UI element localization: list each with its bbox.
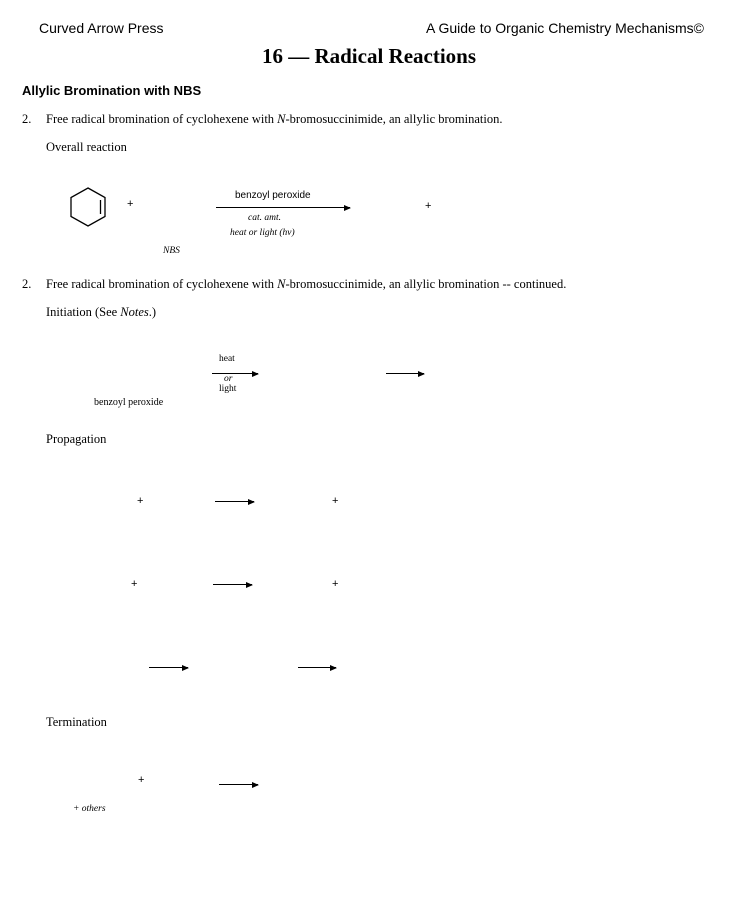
propagation-plus: + bbox=[131, 578, 138, 590]
problem-text-n: N bbox=[277, 277, 286, 291]
propagation-plus: + bbox=[332, 495, 339, 507]
problem-text-start: Free radical bromination of cyclohexene with bbox=[46, 277, 278, 291]
problem-text-end: -bromosuccinimide, an allylic bromination. bbox=[285, 112, 503, 126]
reagent-catalytic-amount: cat. amt. bbox=[248, 213, 281, 223]
cyclohexene-structure bbox=[68, 186, 108, 228]
propagation-plus: + bbox=[137, 495, 144, 507]
problem-text-start: Free radical bromination of cyclohexene with bbox=[46, 112, 278, 126]
problem-statement-continued bbox=[46, 277, 566, 292]
initiation-heading-notes: Notes bbox=[120, 305, 149, 319]
termination-others: + others bbox=[73, 804, 106, 814]
initiation-arrow-1 bbox=[212, 373, 258, 374]
problem-statement bbox=[46, 112, 502, 127]
termination-heading: Termination bbox=[46, 715, 107, 729]
page-title: 16 — Radical Reactions bbox=[261, 44, 477, 68]
initiation-cond-or: or bbox=[224, 374, 233, 384]
initiation-heading-end: .) bbox=[148, 305, 157, 319]
header-book-title: A Guide to Organic Chemistry Mechanisms© bbox=[426, 20, 704, 36]
initiation-benzoyl-peroxide-label: benzoyl peroxide bbox=[94, 397, 164, 408]
overall-reaction-arrow bbox=[216, 207, 350, 208]
initiation-cond-light: light bbox=[219, 384, 237, 394]
propagation-arrow-3 bbox=[149, 667, 188, 668]
nbs-label: NBS bbox=[163, 246, 180, 256]
reagent-benzoyl-peroxide: benzoyl peroxide bbox=[235, 190, 311, 201]
problem-number: 2. bbox=[22, 277, 32, 291]
problem-text-n: N bbox=[277, 112, 286, 126]
termination-plus: + bbox=[138, 774, 145, 786]
termination-arrow bbox=[219, 784, 258, 785]
reagent-heat-or-light: heat or light (hν) bbox=[230, 228, 295, 238]
problem-text-end: -bromosuccinimide, an allylic bromination -- continued. bbox=[285, 277, 567, 291]
propagation-arrow-1 bbox=[215, 501, 254, 502]
initiation-cond-heat: heat bbox=[219, 354, 235, 364]
overall-plus-1: + bbox=[127, 198, 134, 210]
overall-reaction-heading: Overall reaction bbox=[46, 140, 127, 154]
initiation-arrow-2 bbox=[386, 373, 424, 374]
section-title: Allylic Bromination with NBS bbox=[22, 83, 202, 98]
propagation-arrow-4 bbox=[298, 667, 336, 668]
initiation-heading bbox=[46, 305, 156, 320]
header-publisher: Curved Arrow Press bbox=[39, 20, 164, 36]
overall-plus-2: + bbox=[425, 200, 432, 212]
propagation-arrow-2 bbox=[213, 584, 252, 585]
propagation-heading: Propagation bbox=[46, 432, 107, 446]
problem-number: 2. bbox=[22, 112, 32, 126]
propagation-plus: + bbox=[332, 578, 339, 590]
initiation-heading-start: Initiation (See bbox=[46, 305, 121, 319]
